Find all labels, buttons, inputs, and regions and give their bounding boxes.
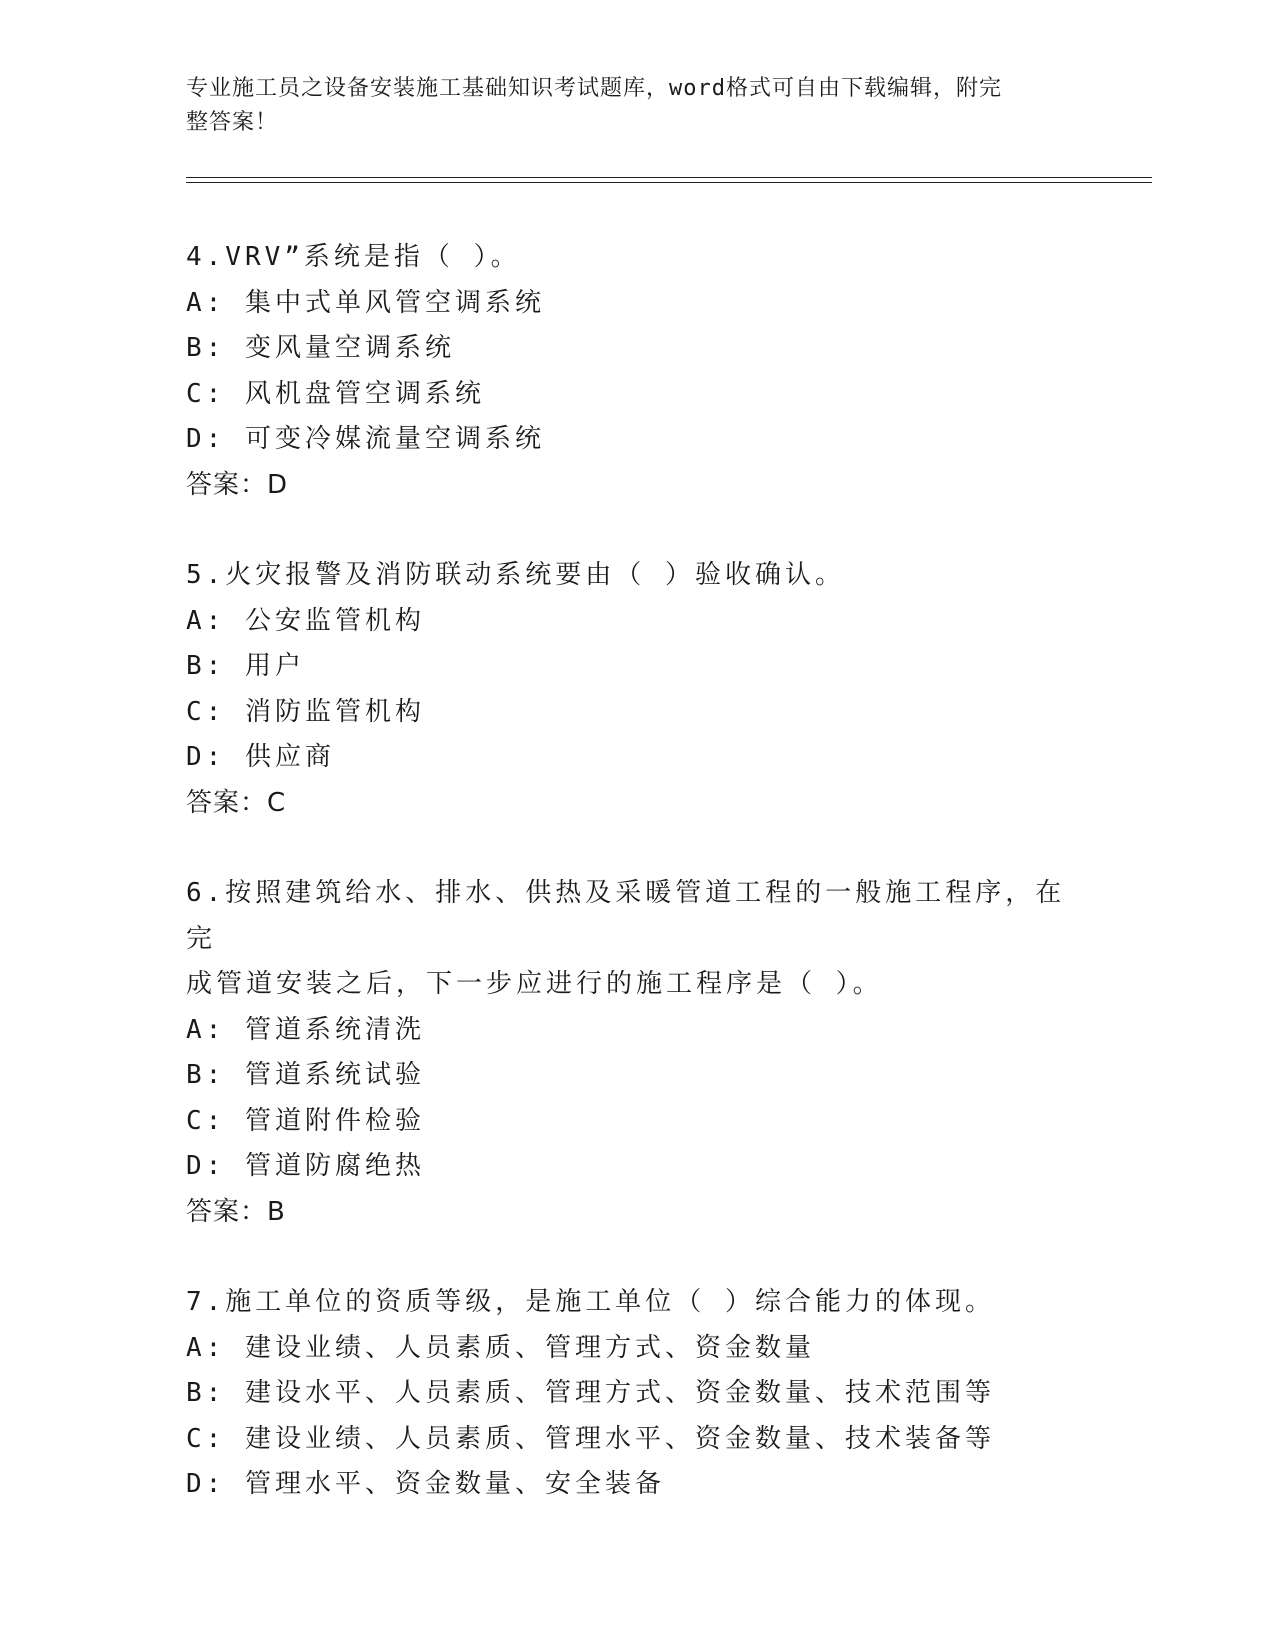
stem-line: 5.火灾报警及消防联动系统要由（ ）验收确认。 bbox=[186, 560, 845, 590]
header-line-1: 专业施工员之设备安装施工基础知识考试题库，word格式可自由下载编辑，附完 bbox=[186, 76, 1002, 101]
option-a: A: 建设业绩、人员素质、管理方式、资金数量 bbox=[186, 1332, 815, 1363]
question-5 bbox=[186, 553, 1086, 826]
stem-line: 成管道安装之后，下一步应进行的施工程序是（ ）。 bbox=[186, 969, 883, 999]
answer-line: 答案：D bbox=[186, 469, 289, 500]
header-divider-bottom bbox=[186, 182, 1152, 183]
option-a: A: 公安监管机构 bbox=[186, 605, 425, 636]
option-b: B: 建设水平、人员素质、管理方式、资金数量、技术范围等 bbox=[186, 1378, 995, 1408]
question-stem bbox=[186, 1280, 1086, 1326]
stem-line: 6.按照建筑给水、排水、供热及采暖管道工程的一般施工程序，在完 bbox=[186, 878, 1066, 954]
question-list bbox=[186, 235, 1086, 1553]
question-stem bbox=[186, 871, 1086, 1008]
option-d: D: 供应商 bbox=[186, 742, 335, 772]
option-c: C: 管道附件检验 bbox=[186, 1105, 425, 1136]
option-b: B: 用户 bbox=[186, 651, 305, 681]
document-header bbox=[186, 72, 1066, 140]
option-c: C: 风机盘管空调系统 bbox=[186, 378, 485, 409]
answer-line: 答案：C bbox=[186, 787, 287, 818]
option-b: B: 管道系统试验 bbox=[186, 1060, 425, 1090]
header-divider-top bbox=[186, 177, 1152, 178]
question-7 bbox=[186, 1280, 1086, 1508]
option-d: D: 可变冷媒流量空调系统 bbox=[186, 424, 545, 454]
question-6 bbox=[186, 871, 1086, 1235]
answer-line: 答案：B bbox=[186, 1196, 286, 1227]
option-d: D: 管理水平、资金数量、安全装备 bbox=[186, 1469, 665, 1499]
option-a: A: 集中式单风管空调系统 bbox=[186, 287, 545, 318]
option-c: C: 建设业绩、人员素质、管理水平、资金数量、技术装备等 bbox=[186, 1423, 995, 1454]
question-4 bbox=[186, 235, 1086, 508]
stem-line: 7.施工单位的资质等级，是施工单位（ ）综合能力的体现。 bbox=[186, 1287, 995, 1317]
question-stem bbox=[186, 553, 1086, 599]
header-line-2: 整答案！ bbox=[186, 110, 279, 135]
option-b: B: 变风量空调系统 bbox=[186, 333, 455, 363]
question-stem bbox=[186, 235, 1086, 281]
stem-line: 4.VRV”系统是指（ ）。 bbox=[186, 242, 521, 272]
option-a: A: 管道系统清洗 bbox=[186, 1014, 425, 1045]
option-d: D: 管道防腐绝热 bbox=[186, 1151, 425, 1181]
option-c: C: 消防监管机构 bbox=[186, 696, 425, 727]
